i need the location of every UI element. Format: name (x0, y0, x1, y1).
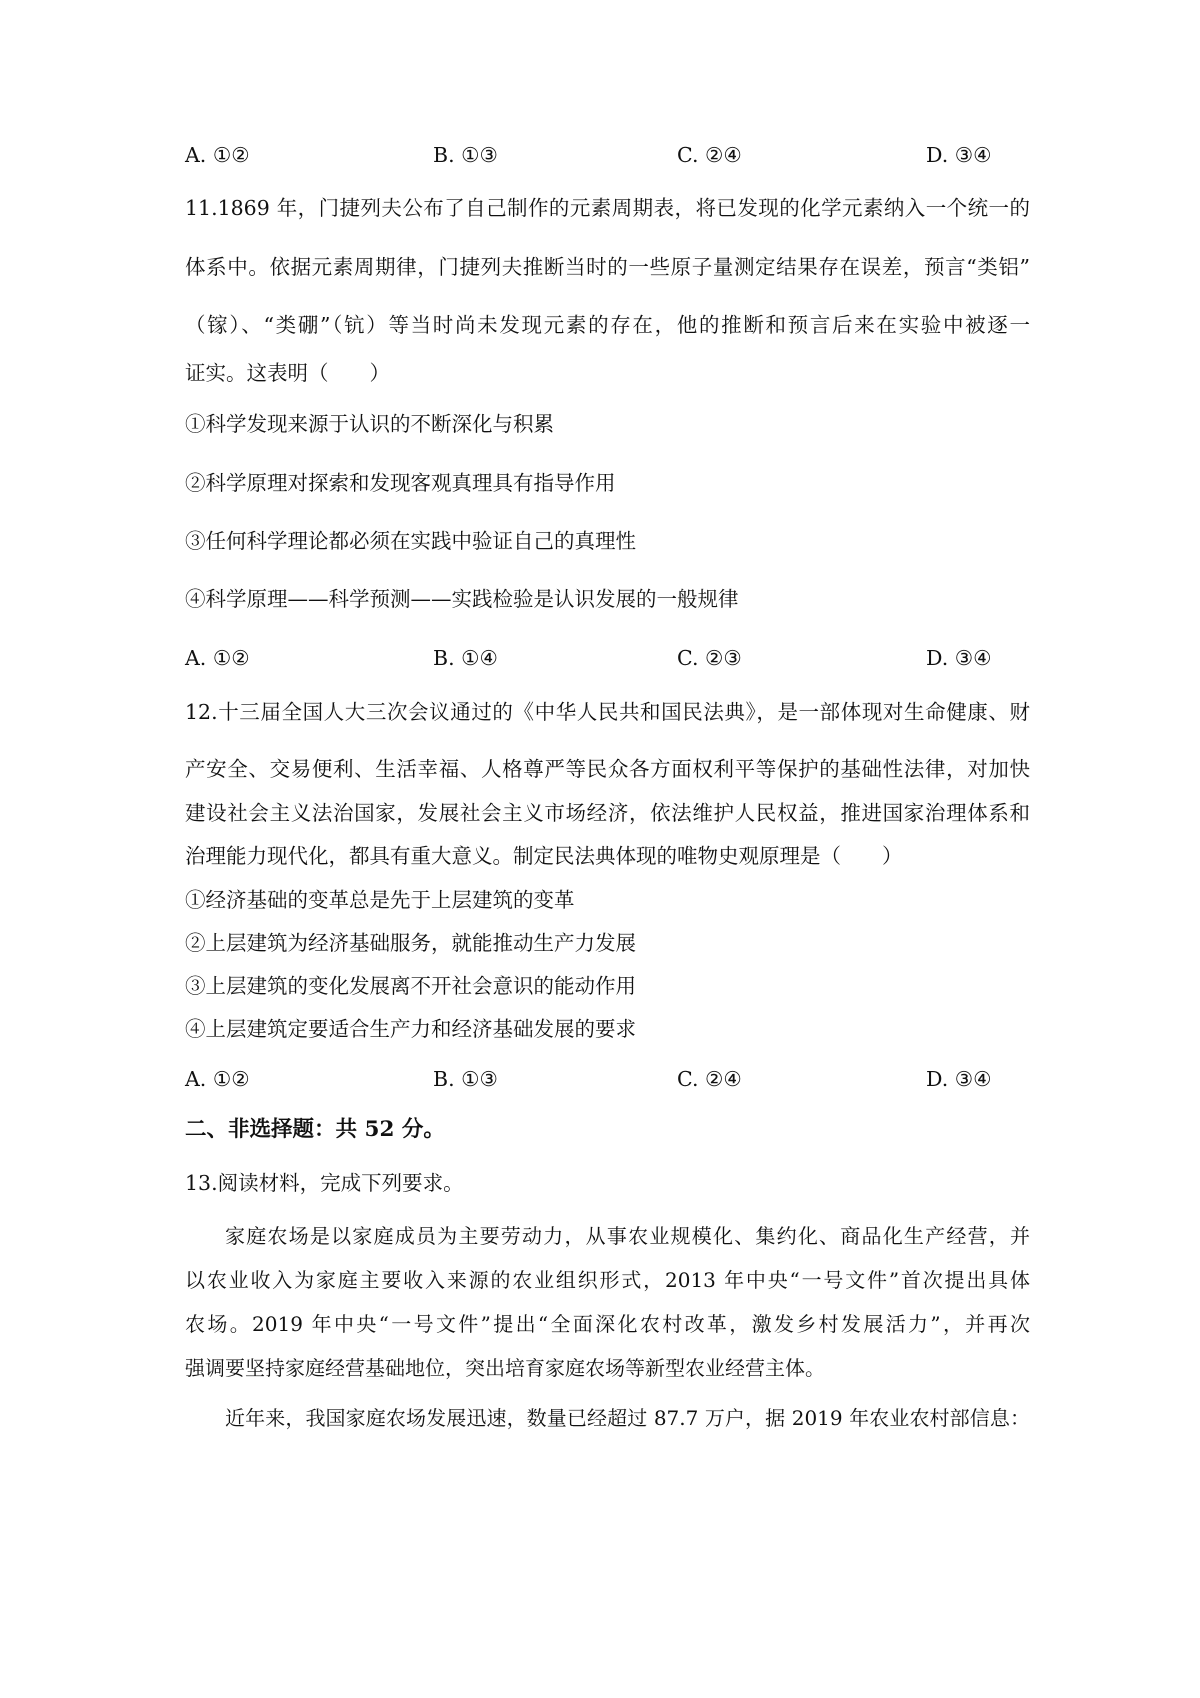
q11-stem-line: 11.1869 年，门捷列夫公布了自己制作的元素周期表，将已发现的化学元素纳入一个统一的 (185, 196, 1030, 220)
q11-statement: ③任何科学理论都必须在实践中验证自己的真理性 (185, 529, 636, 553)
q12-statement: ②上层建筑为经济基础服务，就能推动生产力发展 (185, 931, 636, 955)
q10-option-b: B. ①③ (433, 143, 498, 167)
q12-stem-line: 建设社会主义法治国家，发展社会主义市场经济，依法维护人民权益，推进国家治理体系和 (185, 801, 1030, 825)
q13-paragraph-line: 家庭农场是以家庭成员为主要劳动力，从事农业规模化、集约化、商品化生产经营，并 (225, 1224, 1030, 1248)
q13-paragraph-line: 近年来，我国家庭农场发展迅速，数量已经超过 87.7 万户，据 2019 年农业农村部信息： (225, 1406, 1030, 1430)
q11-statement: ④科学原理——科学预测——实践检验是认识发展的一般规律 (185, 587, 739, 611)
q12-options (185, 1066, 1030, 1092)
q12-stem-line: 12.十三届全国人大三次会议通过的《中华人民共和国民法典》，是一部体现对生命健康、财 (185, 700, 1030, 724)
q10-option-d: D. ③④ (926, 143, 992, 167)
q13-paragraph-line: 强调要坚持家庭经营基础地位，突出培育家庭农场等新型农业经营主体。 (185, 1356, 825, 1380)
q12-option-c: C. ②④ (677, 1067, 742, 1091)
q12-statement: ④上层建筑定要适合生产力和经济基础发展的要求 (185, 1017, 636, 1041)
q11-option-d: D. ③④ (926, 646, 992, 670)
section-heading: 二、非选择题：共 52 分。 (185, 1117, 445, 1142)
q10-option-c: C. ②④ (677, 143, 742, 167)
q12-stem-line: 治理能力现代化，都具有重大意义。制定民法典体现的唯物史观原理是（ ） (185, 844, 903, 868)
q11-stem-line: 证实。这表明（ ） (185, 361, 390, 385)
q12-option-d: D. ③④ (926, 1067, 992, 1091)
q11-stem-line: 体系中。依据元素周期律，门捷列夫推断当时的一些原子量测定结果存在误差，预言“类铝” (185, 255, 1030, 279)
q12-statement: ①经济基础的变革总是先于上层建筑的变革 (185, 888, 575, 912)
q12-option-a: A. ①② (185, 1067, 250, 1091)
q10-option-a: A. ①② (185, 143, 250, 167)
q11-stem-line: （镓）、“类硼”（钪）等当时尚未发现元素的存在，他的推断和预言后来在实验中被逐一 (185, 313, 1030, 337)
q11-statement: ①科学发现来源于认识的不断深化与积累 (185, 412, 554, 436)
q10-options (185, 142, 1030, 168)
q11-option-b: B. ①④ (433, 646, 498, 670)
q13-intro: 13.阅读材料，完成下列要求。 (185, 1171, 464, 1195)
q13-paragraph-line: 农场。2019 年中央“一号文件”提出“全面深化农村改革，激发乡村发展活力”，并再次 (185, 1312, 1030, 1336)
q11-option-c: C. ②③ (677, 646, 742, 670)
q11-options (185, 645, 1030, 671)
q11-statement: ②科学原理对探索和发现客观真理具有指导作用 (185, 471, 616, 495)
q12-stem-line: 产安全、交易便利、生活幸福、人格尊严等民众各方面权利平等保护的基础性法律，对加快 (185, 757, 1030, 781)
q11-option-a: A. ①② (185, 646, 250, 670)
q13-paragraph-line: 以农业收入为家庭主要收入来源的农业组织形式，2013 年中央“一号文件”首次提出具体 (185, 1268, 1030, 1292)
q12-option-b: B. ①③ (433, 1067, 498, 1091)
q12-statement: ③上层建筑的变化发展离不开社会意识的能动作用 (185, 974, 636, 998)
